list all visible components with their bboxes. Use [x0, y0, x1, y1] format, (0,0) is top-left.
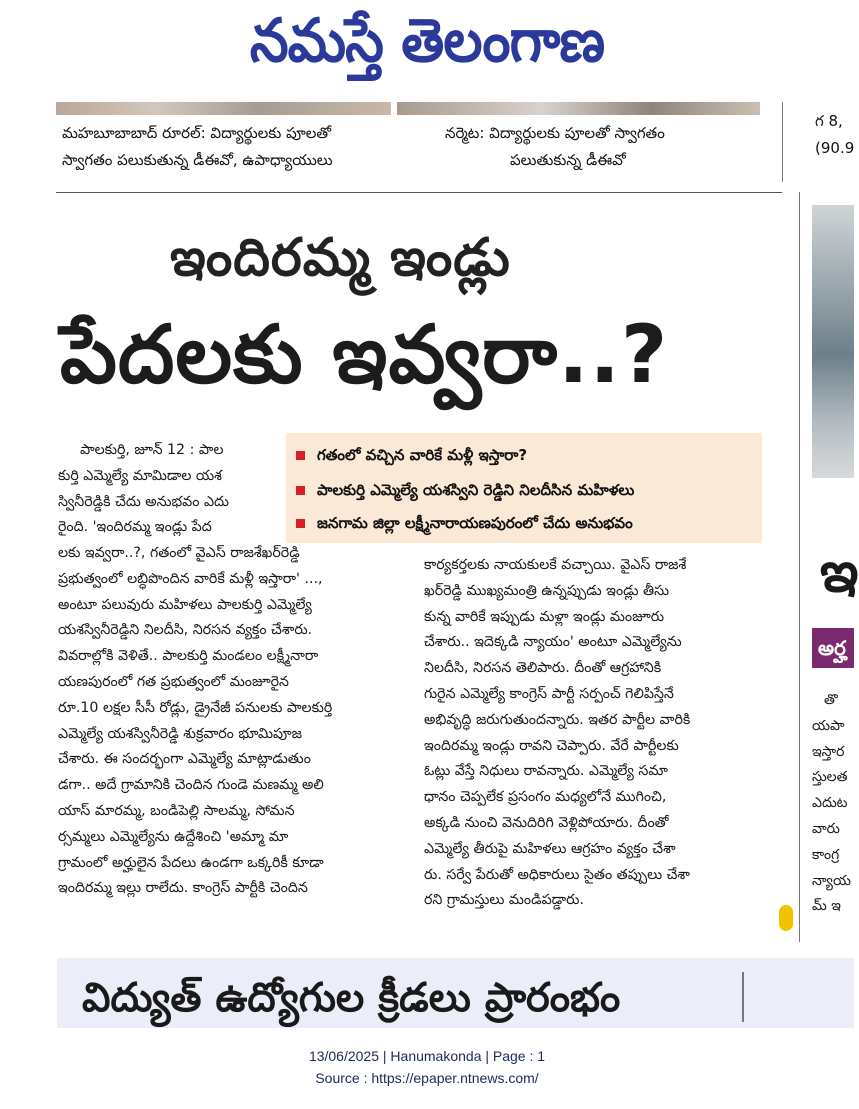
highlight-text: గతంలో వచ్చిన వారికే మళ్లీ ఇస్తారా? [317, 446, 528, 464]
article-line: రు. సర్వే పేరుతో అధికారులు సైతం తప్పులు చేశా [424, 866, 690, 883]
bullet-icon [296, 519, 305, 528]
article-line: ధానం చెప్పలేక ప్రసంగం మధ్యలోనే ముగించి, [424, 789, 667, 806]
article-line: రూ.10 లక్షల సీసీ రోడ్లు, డ్రైనేజీ పనులకు పాలకుర్తి [58, 699, 333, 716]
article-line: చేశారు. ఈ సందర్భంగా ఎమ్మెల్యే మాట్లాడుతుం [58, 751, 311, 768]
column-divider [742, 972, 744, 1022]
bullet-icon [296, 486, 305, 495]
caption-right-line: పలుతుకున్న డీఈవో [510, 151, 626, 169]
article-line: ఖర్‌రెడ్డి ముఖ్యమంత్రి ఉన్నప్పుడు ఇండ్లు తీసు [424, 582, 670, 599]
article-line: ఓట్లు వేస్తే నిధులు రావన్నారు. ఎమ్మెల్యే సమా [424, 763, 668, 780]
right-line: వారు [812, 820, 840, 837]
bottom-headline: విద్యుత్ ఉద్యోగుల క్రీడలు ప్రారంభం [82, 975, 621, 1021]
caption-far-right-line: గ 8, [815, 112, 843, 130]
right-line: కాంగ్ర [812, 846, 840, 863]
column-divider [799, 192, 800, 942]
article-col2 [424, 553, 762, 914]
caption-left-line: మహబూబాబాద్ రూరల్: విద్యార్థులకు పూలతో [62, 124, 331, 142]
newspaper-logo: నమస్తే తెలంగాణ [249, 6, 605, 76]
article-line: ర్సమ్మలు ఎమ్మెల్యేను ఉద్దేశించి 'అమ్మా మా [58, 828, 289, 845]
article-line: గ్రామంలో అర్హులైన పేదలు ఉండగా ఒక్కరికీ కూడా [58, 854, 324, 871]
caption-right [445, 120, 665, 174]
highlight-item [296, 446, 527, 468]
right-line: ఎదుట [812, 795, 848, 812]
footer-source: Source : https://epaper.ntnews.com/ [315, 1070, 539, 1086]
right-tag: అర్హ [812, 628, 854, 668]
article-line: చేశారు.. ఇదెక్కడి న్యాయం' అంటూ ఎమ్మెల్యేను [424, 634, 682, 651]
article-line: గురైన ఎమ్మెల్యే కాంగ్రెస్ పార్టీ సర్పంచ్ గెలిపిస్తేనే [424, 685, 674, 702]
right-column [812, 688, 854, 920]
right-line: న్యాయ [812, 872, 851, 889]
article-line: యాస్ మారమ్మ, బండిపెల్లి సాలమ్మ, సోమన [58, 802, 295, 819]
article-line: అక్కడి నుంచి వెనుదిరిగి వెళ్లిపోయారు. దీంతో [424, 814, 669, 831]
caption-far-right-line: (90.9 [815, 139, 855, 157]
article-line: ఇందిరమ్మ ఇల్లు రాలేదు. కాంగ్రెస్ పార్టీకి చెందిన [58, 880, 308, 897]
right-photo [812, 205, 854, 478]
right-headline: ఇ [820, 540, 859, 605]
article-line: లకు ఇవ్వరా..?, గతంలో వైఎస్ రాజశేఖర్‌రెడ్డి [58, 545, 300, 561]
right-line: స్తులత [812, 769, 848, 786]
article-line: నిలదీసి, నిరసన తెలిపారు. దీంతో ఆగ్రహానికి [424, 660, 662, 677]
highlight-item [296, 481, 634, 503]
article-line: రని గ్రామస్తులు మండిపడ్డారు. [424, 892, 584, 909]
column-divider [782, 102, 783, 182]
photo-left [56, 102, 391, 115]
bullet-icon [296, 451, 305, 460]
footer-date: 13/06/2025 | Hanumakonda | Page : 1 [308, 1048, 546, 1064]
article-line: ఎమ్మెల్యే యశస్వినీరెడ్డి శుక్రవారం భూమిపూజ [58, 725, 302, 742]
photo-right [397, 102, 760, 115]
article-line: ప్రభుత్వంలో లబ్ధిపొందిన వారికే మళ్లీ ఇస్తారా' ..., [58, 570, 323, 587]
highlight-item [296, 514, 633, 536]
right-line: తొ [824, 692, 838, 708]
article-line: కార్యకర్తలకు నాయకులకే వచ్చాయి. వైఎస్ రాజశే [424, 557, 687, 573]
masthead [0, 0, 854, 100]
article-line: అభివృద్ధి జరుగుతుందన్నారు. ఇతర పార్టీల వారికి [424, 711, 691, 728]
article-line: అంటూ పలువురు మహిళలు పాలకుర్తి ఎమ్మెల్యే [58, 596, 312, 613]
headline-line1: ఇందిరమ్మ ఇండ్లు [170, 228, 511, 288]
article-line: వివరాల్లోకి వెళితే.. పాలకుర్తి మండలం లక్ష్మీనారా [58, 648, 319, 665]
caption-right-line: నర్మెట: విద్యార్థులకు పూలతో స్వాగతం [445, 124, 665, 142]
highlight-text: పాలకుర్తి ఎమ్మెల్యే యశస్విని రెడ్డిని నిలదీసిన మహిళలు [317, 481, 635, 499]
right-line: ఇస్తార [812, 743, 845, 760]
article-line: స్వినీరెడ్డికి చేదు అనుభవం ఎదు [58, 493, 229, 510]
article-line: కుర్తి ఎమ్మెల్యే మామిడాల యశ [58, 467, 222, 484]
caption-left-line: స్వాగతం పలుకుతున్న డీఈవో, ఉపాధ్యాయులు [62, 151, 333, 169]
article-line: పాలకుర్తి, జూన్ 12 : పాల [80, 442, 224, 458]
headline-line2: పేదలకు ఇవ్వరా..? [60, 308, 669, 401]
article-line: కున్న వారికే ఇప్పుడు మళ్లా ఇండ్లు మంజూరు [424, 608, 665, 625]
yellow-marker [779, 905, 793, 931]
article-line: యశస్వినీరెడ్డిని నిలదీసి, నిరసన వ్యక్తం చేశారు. [58, 622, 313, 639]
right-line: మ్ ఇ [812, 898, 841, 915]
article-line: ఇందిరమ్మ ఇండ్లు రావని చెప్పారు. వేరే పార్టీలకు [424, 737, 679, 754]
article-line: యణపురంలో గత ప్రభుత్వంలో మంజూరైన [58, 673, 289, 690]
article-line: ఎమ్మెల్యే తీరుపై మహిళలు ఆగ్రహం వ్యక్తం చేశా [424, 840, 676, 857]
article-line: రైంది. 'ఇందిరమ్మ ఇండ్లు పేద [58, 519, 212, 536]
right-line: యపా [812, 717, 845, 734]
article-col1-top [58, 438, 278, 541]
caption-far-right [815, 108, 854, 162]
highlight-text: జనగామ జిల్లా లక్ష్మీనారాయణపురంలో చేదు అనుభవం [317, 514, 633, 532]
section-divider [56, 192, 782, 193]
caption-left [62, 120, 333, 174]
article-col1 [58, 541, 400, 902]
article-line: డగా.. అదే గ్రామానికి చెందిన గుండె మణమ్మ అలి [58, 777, 324, 794]
